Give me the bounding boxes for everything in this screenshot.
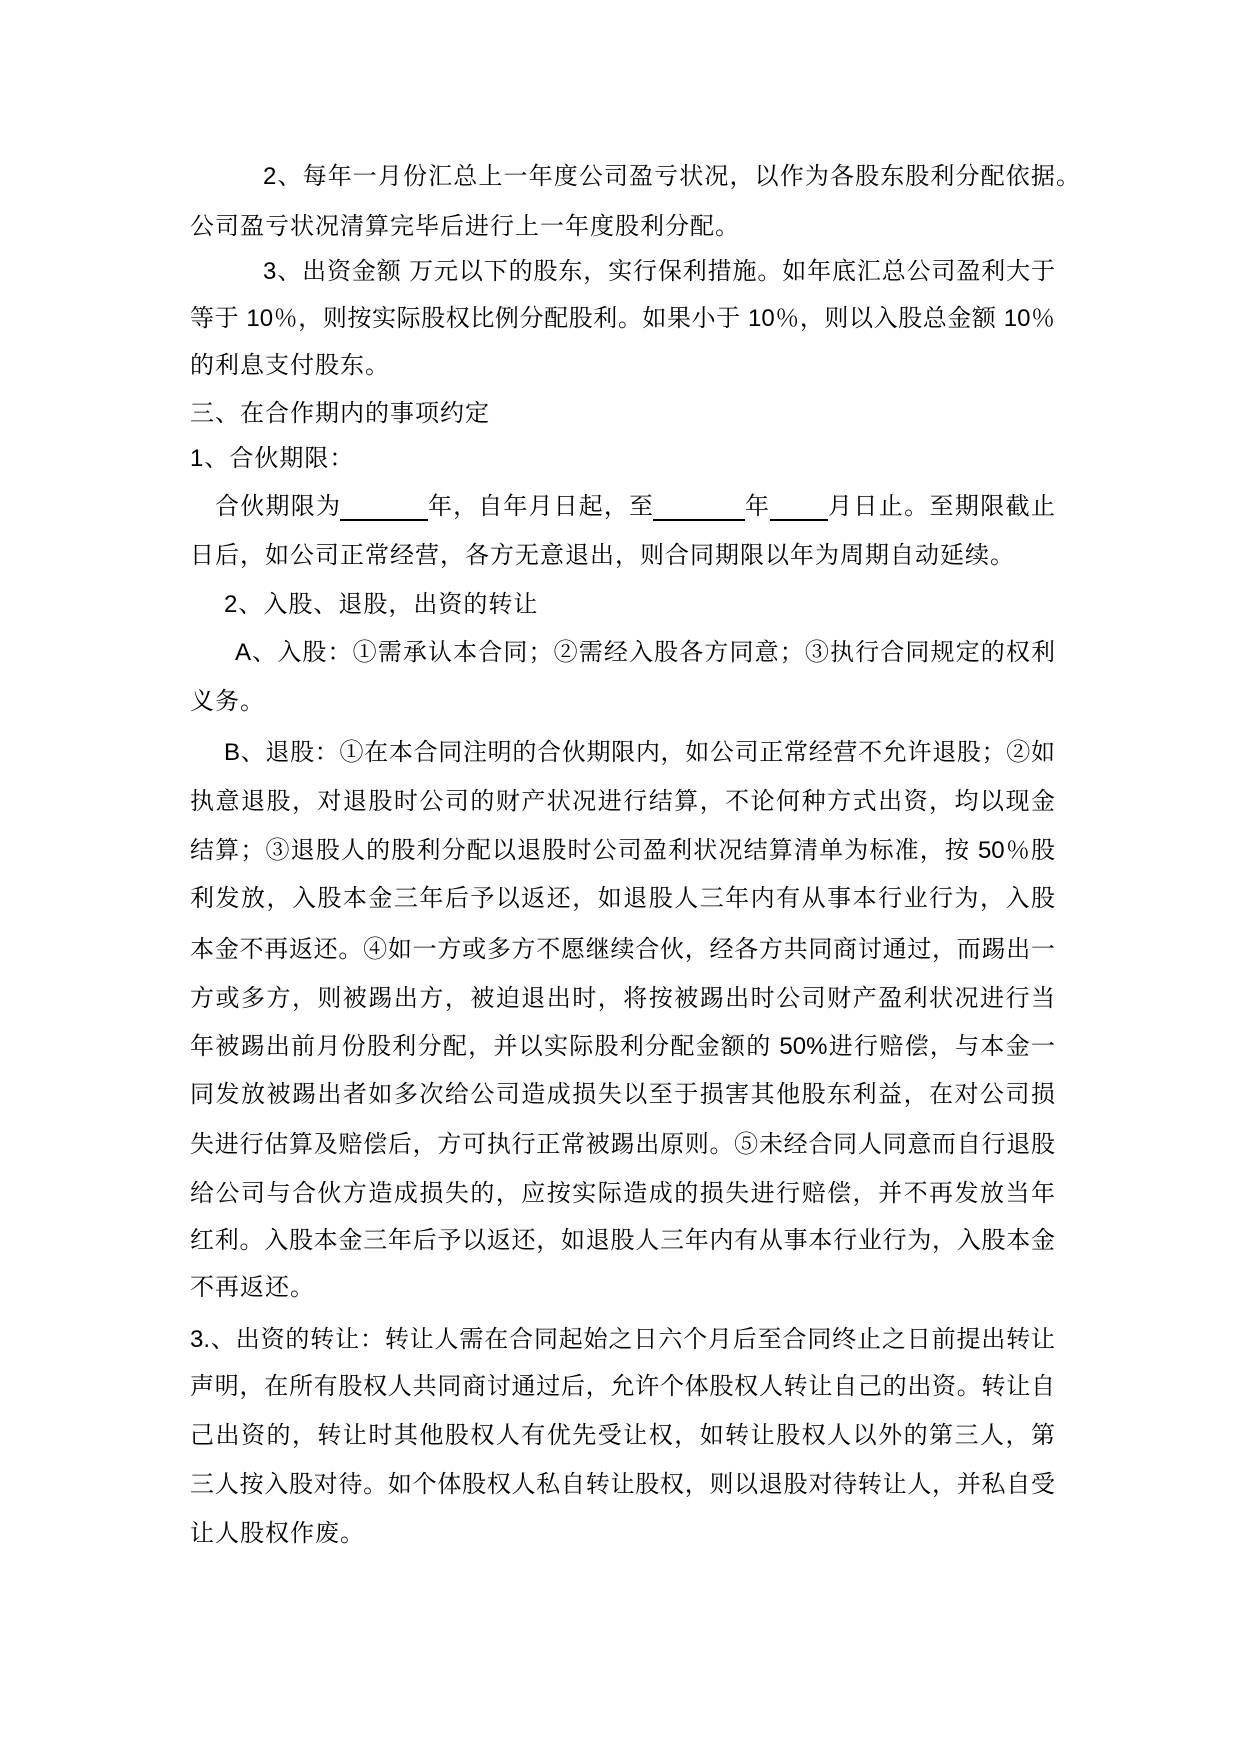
partnership-term-heading: 1、合伙期限： [190, 445, 355, 472]
withdraw-clause-line: 不再返还。 [190, 1274, 315, 1301]
end-month-blank [770, 491, 828, 521]
partnership-term-fill-line [215, 491, 1055, 523]
withdraw-clause-line: 年被踢出前月份股利分配，并以实际股利分配金额的 50%进行赔偿，与本金一 [190, 1033, 1055, 1060]
withdraw-clause-line: 本金不再返还。④如一方或多方不愿继续合伙，经各方共同商讨通过，而踢出一 [190, 936, 1055, 963]
profit-item-3-line: 的利息支付股东。 [190, 352, 390, 379]
term-text-segment: 年，自年月日起，至 [428, 493, 653, 520]
term-text-segment: 合伙期限为 [215, 493, 340, 520]
withdraw-clause-line: 执意退股，对退股时公司的财产状况进行结算，不论何种方式出资，均以现金 [190, 788, 1055, 815]
partnership-term-line: 日后，如公司正常经营，各方无意退出，则合同期限以年为周期自动延续。 [190, 542, 1015, 569]
transfer-clause-line: 让人股权作废。 [190, 1520, 365, 1547]
end-year-blank [653, 491, 745, 521]
profit-item-2-line: 2、每年一月份汇总上一年度公司盈亏状况，以作为各股东股利分配依据。 [263, 163, 1080, 190]
withdraw-clause-line: 结算；③退股人的股利分配以退股时公司盈利状况结算清单为标准，按 50％股 [190, 837, 1055, 864]
withdraw-clause-line: B、退股：①在本合同注明的合伙期限内，如公司正常经营不允许退股；②如 [224, 739, 1055, 766]
section-3-heading: 三、在合作期内的事项约定 [190, 400, 490, 427]
transfer-clause-line: 声明，在所有股权人共同商讨通过后，允许个体股权人转让自己的出资。转让自 [190, 1373, 1055, 1400]
withdraw-clause-line: 红利。入股本金三年后予以返还，如退股人三年内有从事本行业行为，入股本金 [190, 1227, 1055, 1254]
profit-item-3-line: 3、出资金额 万元以下的股东，实行保利措施。如年底汇总公司盈利大于 [263, 258, 1055, 285]
join-clause-line: 义务。 [190, 688, 265, 715]
term-text-segment: 年 [745, 493, 769, 520]
withdraw-clause-line: 同发放被踢出者如多次给公司造成损失以至于损害其他股东利益，在对公司损 [190, 1081, 1055, 1108]
transfer-clause-line: 3.、出资的转让：转让人需在合同起始之日六个月后至合同终止之日前提出转让 [190, 1326, 1055, 1353]
transfer-clause-line: 三人按入股对待。如个体股权人私自转让股权，则以退股对待转让人，并私自受 [190, 1471, 1055, 1498]
term-text-segment: 月日止。至期限截止 [828, 493, 1055, 520]
withdraw-clause-line: 方或多方，则被踢出方，被迫退出时，将按被踢出时公司财产盈利状况进行当 [190, 985, 1055, 1012]
shares-heading: 2、入股、退股，出资的转让 [224, 591, 539, 618]
profit-item-2-line: 公司盈亏状况清算完毕后进行上一年度股利分配。 [190, 213, 740, 240]
withdraw-clause-line: 给公司与合伙方造成损失的，应按实际造成的损失进行赔偿，并不再发放当年 [190, 1180, 1055, 1207]
term-duration-blank [340, 491, 428, 521]
join-clause-line: A、入股：①需承认本合同；②需经入股各方同意；③执行合同规定的权利 [235, 639, 1055, 666]
profit-item-3-line: 等于 10％，则按实际股权比例分配股利。如果小于 10％，则以入股总金额 10％ [190, 305, 1055, 332]
withdraw-clause-line: 失进行估算及赔偿后，方可执行正常被踢出原则。⑤未经合同人同意而自行退股 [190, 1131, 1055, 1158]
transfer-clause-line: 己出资的，转让时其他股权人有优先受让权，如转让股权人以外的第三人，第 [190, 1422, 1055, 1449]
withdraw-clause-line: 利发放，入股本金三年后予以返还，如退股人三年内有从事本行业行为，入股 [190, 885, 1055, 912]
